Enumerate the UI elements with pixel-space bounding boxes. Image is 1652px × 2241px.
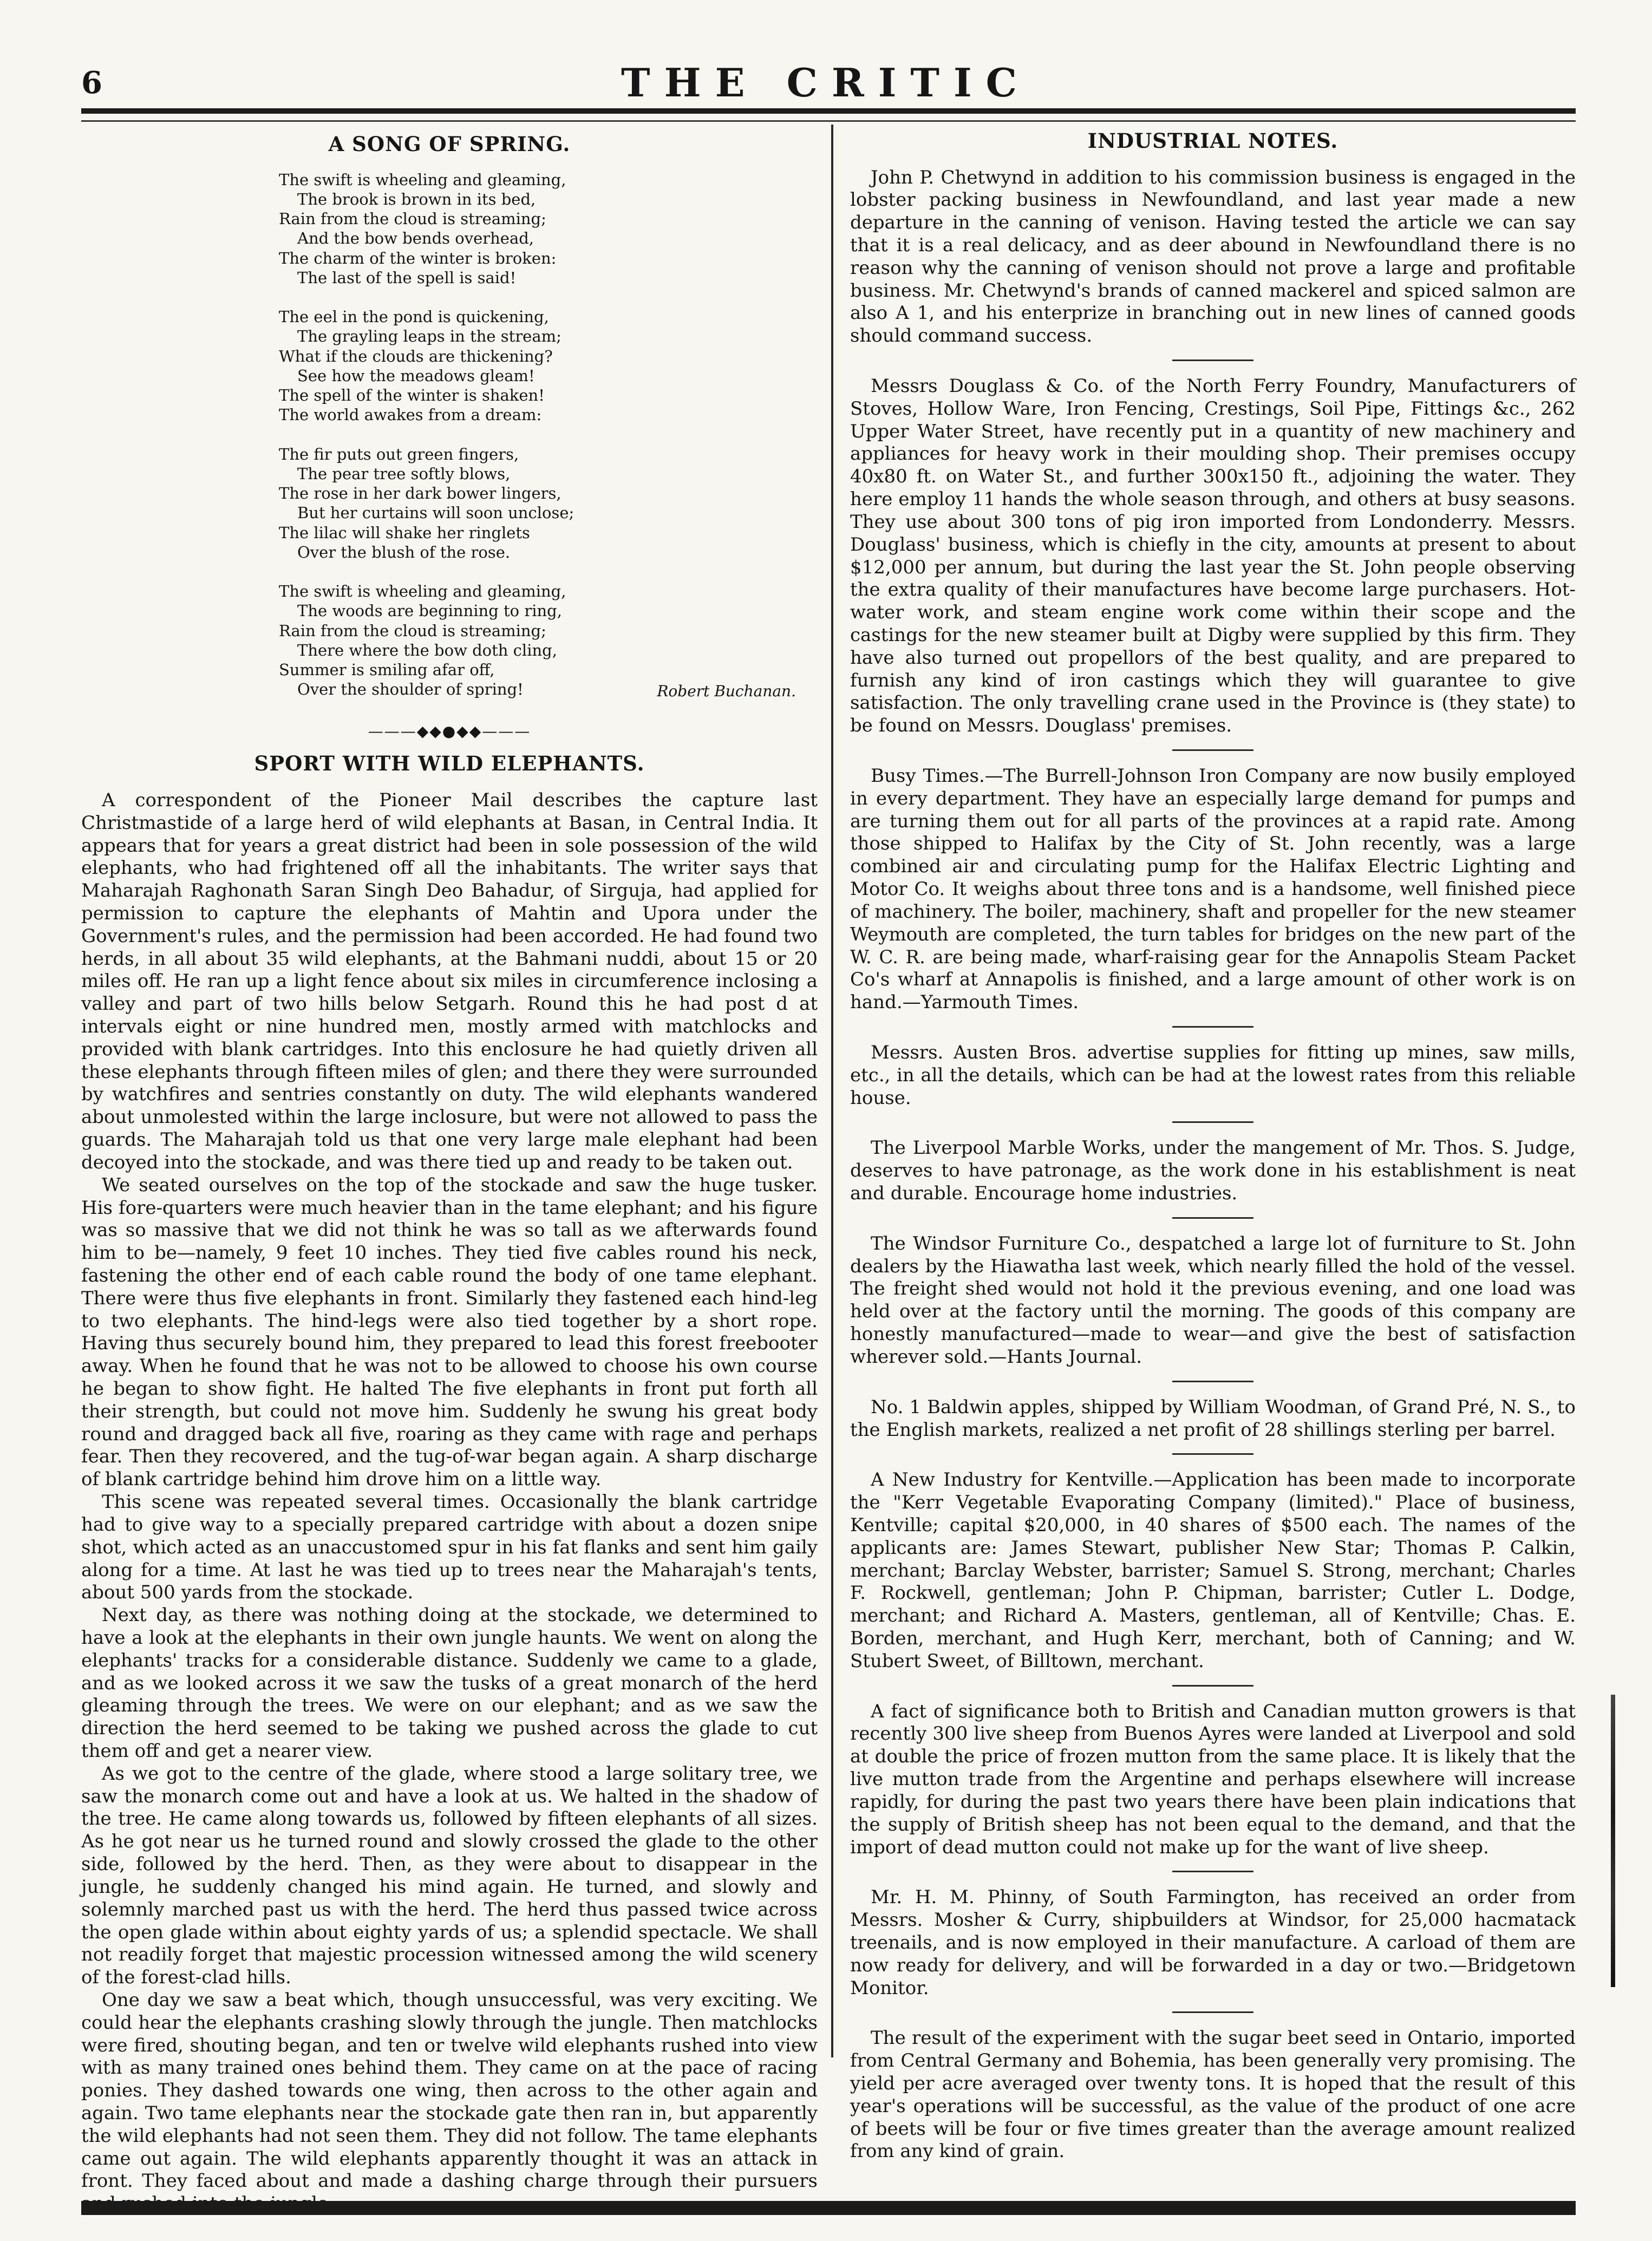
- poem-line: The swift is wheeling and gleaming,: [279, 170, 566, 189]
- poem-line: The woods are beginning to ring,: [297, 602, 562, 620]
- article-paragraph: This scene was repeated several times. Occasionally the blank cartridge had to give way to a specially prepared cartridge with about a dozen snipe shot, which acted as an unaccustomed spur in his fat flanks and sent him gaily along for a time. At last he was tied up to trees near the Maharajah's tents, about 500 yards from the stockade.: [81, 1491, 818, 1604]
- poem-line: Summer is smiling afar off,: [279, 661, 495, 679]
- header-rule: [81, 108, 1576, 114]
- poem-line: The charm of the winter is broken:: [279, 249, 557, 267]
- left-column: [81, 129, 818, 2216]
- article-paragraph: One day we saw a beat which, though unsuccessful, was very exciting. We could hear the elephants crashing slowly through the jungle. Then matchlocks were fired, shouting began, and ten or twelve wild elephants rushed into view with as many trained ones behind them. They came on at the pace of racing ponies. They dashed towards one wing, then across to the other again and again. Two tame elephants near the stockade gate then ran in, but apparently the wild elephants had not seen them. They did not follow. The tame elephants came out again. The wild elephants apparently thought it was an attack in front. They faced about and made a dashing charge through their pursuers: [81, 1989, 818, 2192]
- item-separator: [1172, 1453, 1253, 1455]
- poem-line: And the bow bends overhead,: [297, 229, 534, 248]
- ornament-divider: ———◆◆●◆◆———: [368, 722, 531, 740]
- news-item: Messrs Douglass & Co. of the North Ferry Foundry, Manufacturers of Stoves, Hollow Ware, Iron Fencing, Crestings, Soil Pipe, Fittings &c., 262 Upper Water Street, have recently put in a quantity of new machinery and appliances for heavy work in their moulding shop. Their premises occupy 40x80 ft. on Water St., and further 300x150 ft., adjoining the water. They here employ 11 hands the whole season through, and others at busy seasons. They use about 300 tons of pig iron imported from Londonderry. Messrs. Douglass' business, which is chiefly in the city, amounts at present to about $12,000 per annum, but during the last year the St. John people observing the extra quality of their manufactures have become large purchasers. Hot-water work, and steam engine work come within their scope and the castings for the new steamer built at Digby were supplied by this firm. They have also turned out propellors of the best quality, and are prepared to furnish any kind of iron castings which they will guarantee to give satisfaction. The only travelling crane used in the Province is (they state) to be found on Messrs. Douglass' premises.: [850, 375, 1576, 737]
- poem-line: Rain from the cloud is streaming;: [279, 621, 546, 640]
- right-column: [850, 129, 1576, 2163]
- item-separator: [1172, 1381, 1253, 1382]
- section-title: INDUSTRIAL NOTES.: [1087, 129, 1338, 153]
- news-item: Messrs. Austen Bros. advertise supplies for fitting up mines, saw mills, etc., in all the details, which can be had at the lowest rates from this reliable house.: [850, 1041, 1576, 1109]
- poem-line: The rose in her dark bower lingers,: [279, 484, 561, 502]
- article-paragraph: A correspondent of the Pioneer Mail describes the capture last Christmastide of a large herd of wild elephants at Basan, in Central India. It appears that for years a great district had been in sole possession of the wild elephants, who had frightened off all the inhabitants. The writer says that Maharajah Raghonath Saran Singh Deo Bahadur, of Sirguja, had applied for permission to capture the elephants of Mahtin and Upora under the Government's rules, and the permission had been accorded. He had found two herds, in all about 35 wild elephants, at the Bahmani nuddi, about 15 or 20 miles off. He ran up a light fence about six miles in circumference inclosing a valley and part of two hills below Setgarh. Round this he had post d at intervals eight or nine hundred men, mostly armed with matchlocks and provided with blank cartridges. Into this enclosure he had quietly driven all these elephants through fifteen miles of glen; and there they were surrounded by watchfires and sentries constantly on duty. The wild elephants wandered about unmolested within the large inclosure, but were not allowed to pass the guards. The Maharajah told us that one very large male elephant had been decoyed into the stockade, and was there tied up and ready to be taken out.: [81, 789, 818, 1173]
- item-separator: [1172, 749, 1253, 751]
- footer-rule: [81, 2201, 1576, 2215]
- poem-line: The eel in the pond is quickening,: [279, 308, 549, 326]
- item-separator: [1172, 1121, 1253, 1123]
- news-item: No. 1 Baldwin apples, shipped by William Woodman, of Grand Pré, N. S., to the English markets, realized a net profit of 28 shillings sterling per barrel.: [850, 1396, 1576, 1441]
- poem-line: The brook is brown in its bed,: [297, 190, 536, 208]
- poem-line: The fir puts out green fingers,: [279, 445, 519, 463]
- poem-author: Robert Buchanan.: [657, 682, 796, 700]
- item-separator: [1172, 1217, 1253, 1219]
- poem-line: The spell of the winter is shaken!: [279, 386, 545, 404]
- item-separator: [1172, 1871, 1253, 1872]
- news-item: John P. Chetwynd in addition to his commission business is engaged in the lobster packing business in Newfoundland, and last year made a new departure in the canning of venison. Having tested the article we can say that it is a real delicacy, and as deer abound in Newfoundland there is no reason why the canning of venison should not prove a large and profitable business. Mr. Chetwynd's brands of canned mackerel and spiced salmon are also A 1, and his enterprize in branching out in new lines of canned goods should command success.: [850, 166, 1576, 347]
- masthead-title: THE CRITIC: [621, 60, 1031, 106]
- item-separator: [1172, 360, 1253, 361]
- item-separator: [1172, 1685, 1253, 1687]
- poem-line: Over the blush of the rose.: [297, 543, 511, 561]
- poem-stanza: [279, 170, 818, 288]
- item-separator: [1172, 1026, 1253, 1028]
- poem-line: The world awakes from a dream:: [279, 406, 542, 424]
- poem-line: Rain from the cloud is streaming;: [279, 210, 546, 228]
- poem-line: The pear tree softly blows,: [297, 464, 511, 483]
- news-item: Mr. H. M. Phinny, of South Farmington, has received an order from Messrs. Mosher & Curry, shipbuilders at Windsor, for 25,000 hacmatack treenails, and is now employed in their manufacture. A carload of them are now ready for delivery, and will be forwarded in a day or two.—Bridgetown Monitor.: [850, 1886, 1576, 1999]
- article-paragraph: We seated ourselves on the top of the stockade and saw the huge tusker. His fore-quarters were much heavier than in the tame elephant; and his figure was so massive that we did not think he was so tall as we afterwards found him to be—namely, 9 feet 10 inches. They tied five cables round his neck, fastening the other end of each cable round the body of one tame elephant. There were thus five elephants in front. Similarly they fastened each hind-leg to two elephants. The hind-legs were also tied together by a short rope. Having thus securely bound him, they prepared to lead this forest freebooter away. When he found that he was not to be allowed to choose his own course he began to show fight. He halted The five elephants in front put forth all their strength, but could not move him. Suddenly he swung his great body round and dragged back all five, roaring as they came with rage and perhaps fear. Then they recovered, and the tug-of-war began again. A sharp discharge of blank cartridge behind him drove him on a little way.: [81, 1174, 818, 1491]
- news-item: A New Industry for Kentville.—Application has been made to incorporate the "Kerr Vegetable Evaporating Company (limited)." Place of business, Kentville; capital $20,000, in 40 shares of $500 each. The names of the applicants are: James Stewart, publisher New Star; Thomas P. Calkin, merchant; Barclay Webster, barrister; Samuel S. Strong, merchant; Charles F. Rockwell, gentleman; John P. Chipman, barrister; Cutler L. Dodge, merchant; and Richard A. Masters, gentleman, all of Kentville; Chas. E. Borden, merchant, and Hugh Kerr, merchant, both of Canning; and W. Stubert Sweet, of Billtown, merchant.: [850, 1469, 1576, 1672]
- margin-binding-mark: [1611, 1695, 1615, 1987]
- news-item: A fact of significance both to British and Canadian mutton growers is that recently 300 live sheep from Buenos Ayres were landed at Liverpool and sold at double the price of frozen mutton from the same place. It is likely that the live mutton trade from the Argentine and perhaps elsewhere will increase rapidly, for during the past two years there have been plain indications that the supply of British sheep has not been equal to the demand, and that the import of dead mutton could not make up for the want of live sheep.: [850, 1700, 1576, 1858]
- article-paragraph: As we got to the centre of the glade, where stood a large solitary tree, we saw the monarch come out and have a look at us. We halted in the shadow of the tree. He came along towards us, followed by fifteen elephants of all sizes. As he got near us he turned round and slowly crossed the glade to the other side, followed by the herd. Then, as they were about to disappear in the jungle, he suddenly changed his mind again. He turned, and slowly and solemnly marched past us with the herd. The herd thus passed twice across the open glade within about eighty yards of us; a splendid spectacle. We shall not readily forget that majestic procession witnessed among the wild scenery of the forest-clad hills.: [81, 1762, 818, 1989]
- poem-line: The lilac will shake her ringlets: [279, 523, 530, 542]
- poem-line: The last of the spell is said!: [297, 268, 517, 287]
- article-title: SPORT WITH WILD ELEPHANTS.: [254, 752, 645, 776]
- poem-title: A SONG OF SPRING.: [328, 132, 571, 156]
- poem-line: There where the bow doth cling,: [297, 641, 557, 659]
- poem-line: Over the shoulder of spring!: [297, 680, 524, 699]
- news-item: The Windsor Furniture Co., despatched a large lot of furniture to St. John dealers by the Hiawatha last week, which nearly filled the hold of the vessel. The freight shed would not hold it the previous evening, and one load was held over at the factory until the morning. The goods of this company are honestly manufactured—made to wear—and give the best of satisfaction wherever sold.—Hants Journal.: [850, 1232, 1576, 1368]
- poem-line: The grayling leaps in the stream;: [297, 327, 561, 346]
- article-paragraph: Next day, as there was nothing doing at the stockade, we determined to have a look at the elephants in their own jungle haunts. We went on along the elephants' tracks for a considerable distance. Suddenly we came to a glade, and as we looked across it we saw the tusks of a great monarch of the herd gleaming through the trees. We were on our elephant; and as we saw the direction the herd seemed to be taking we pushed across the glade to cut them off and get a nearer view.: [81, 1604, 818, 1762]
- item-separator: [1172, 2011, 1253, 2013]
- poem-line: What if the clouds are thickening?: [279, 347, 553, 365]
- news-item: The Liverpool Marble Works, under the mangement of Mr. Thos. S. Judge, deserves to have patronage, as the work done in his establishment is neat and durable. Encourage home industries.: [850, 1137, 1576, 1204]
- page-number: 6: [81, 65, 102, 101]
- poem-line: The swift is wheeling and gleaming,: [279, 582, 566, 600]
- news-item: Busy Times.—The Burrell-Johnson Iron Company are now busily employed in every department. They have an especially large demand for pumps and are turning them out for all parts of the provinces at a rapid rate. Among those shipped to Halifax by the City of St. John recently, was a large combined air and circulating pump for the Halifax Electric Lighting and Motor Co. It weighs about three tons and is a handsome, well finished piece of machinery. The boiler, machinery, shaft and propeller for the new steamer Weymouth are completed, the turn tables for bridges on the new part of the W. C. R. are being made, wharf-raising gear for the Annapolis Steam Packet Co's wharf at Annapolis is finished, and a large amount of other work is on hand.—Yarmouth Times.: [850, 765, 1576, 1014]
- news-item: The result of the experiment with the sugar beet seed in Ontario, imported from Central Germany and Bohemia, has been generally very promising. The yield per acre averaged over twenty tons. It is hoped that the result of this year's operations will be successful, as the value of the product of one acre of beets will be four or five times greater than the average amount realized from any kind of grain.: [850, 2027, 1576, 2162]
- poem-stanza: [279, 307, 818, 425]
- poem-stanza: [279, 445, 818, 563]
- poem-line: But her curtains will soon unclose;: [297, 504, 574, 522]
- header-rule-thin: [81, 120, 1576, 122]
- poem-line: See how the meadows gleam!: [297, 366, 535, 385]
- column-divider: [831, 125, 833, 2057]
